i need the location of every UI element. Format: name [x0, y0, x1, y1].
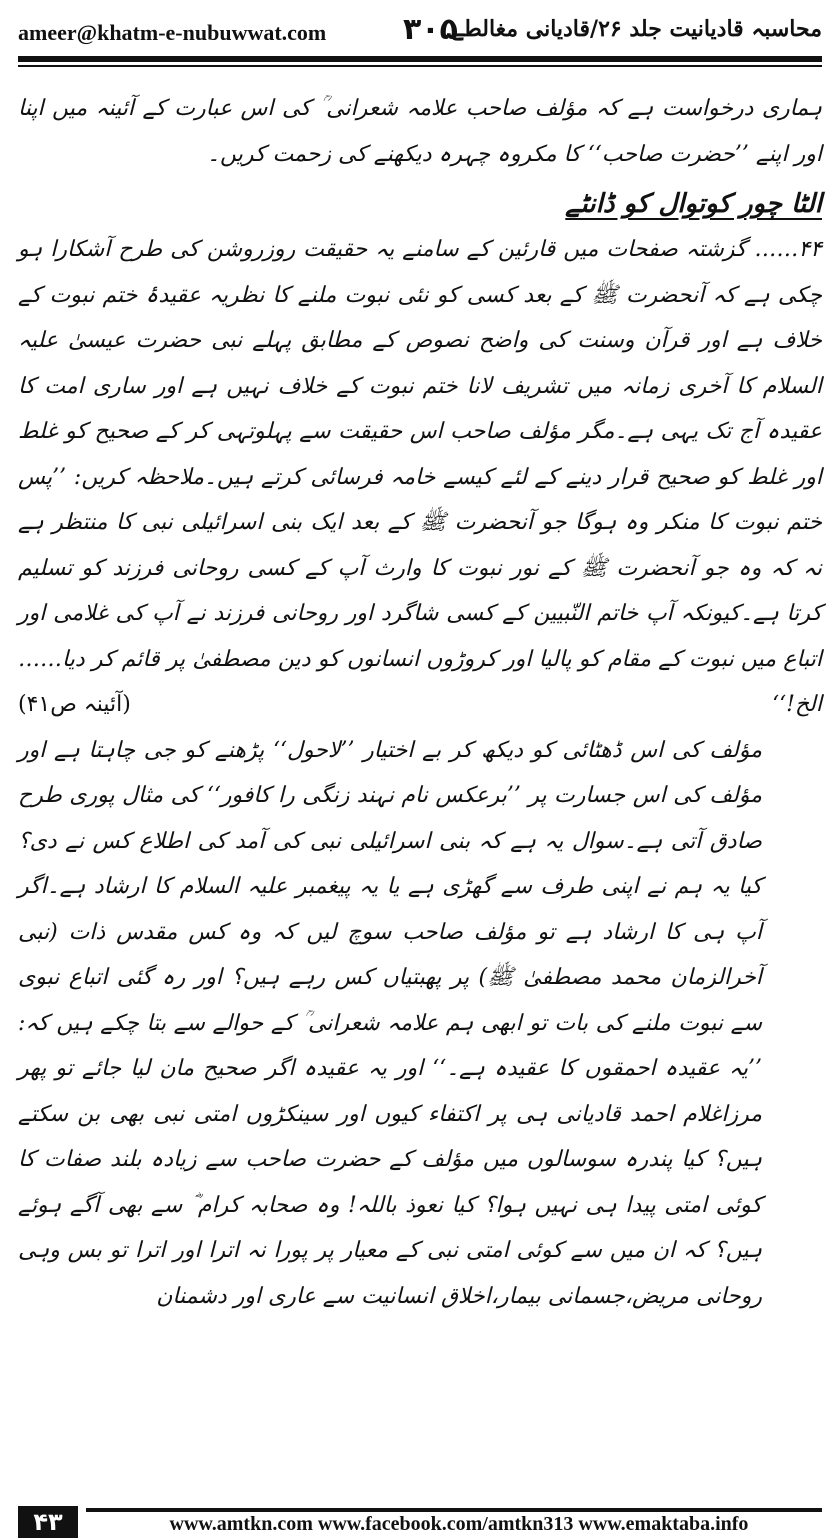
footer-rule — [86, 1508, 822, 1512]
intro-paragraph: ہماری درخواست ہے کہ مؤلف صاحب علامہ شعرانی ؒ کی اس عبارت کے آئینہ میں اپنا اور اپنے ’’حضرت صاحب‘‘ کا مکروہ چہرہ دیکھنے کی زحمت کریں۔ — [18, 96, 822, 167]
page-header — [18, 10, 822, 54]
paragraph-44 — [18, 227, 822, 728]
footer-sheet-number: ۴۳ — [18, 1506, 78, 1538]
header-rule-thick — [18, 56, 822, 62]
paragraph-44-text: ۴۴…… گزشتہ صفحات میں قارئین کے سامنے یہ حقیقت روزروشن کی طرح آشکارا ہو چکی ہے کہ آنحضرت ﷺ کے بعد کسی کو نئی نبوت ملنے کا نظریہ عقیدۂ ختم نبوت کے خلاف ہے اور قرآن وسنت کی واضح نصوص کے مطابق پہلے نبی حضرت عیسیٰ علیہ السلام کا آخری زمانہ میں تشریف لانا ختم نبوت کے خلاف نہیں ہے اور ساری امت کا عقیدہ آج تک یہی ہے۔مگر مؤلف صاحب اس حقیقت سے پہلوتہی کر کے صحیح کو غلط اور غلط کو صحیح قرار دینے کے لئے کیسے خامہ فرسائی کرتے ہیں۔ملاحظہ کریں: ’’پس ختم نبوت کا منکر وہ ہوگا جو آنحضرت ﷺ کے بعد ایک بنی اسرائیلی نبی کا منتظر ہے نہ کہ وہ جو آنحضرت ﷺ کے نور نبوت کا وارث آپ کے کسی روحانی فرزند کو تسلیم کرتا ہے۔کیونکہ آپ خاتم النّبیین کے کسی شاگرد اور روحانی فرزند نے آپ کی غلامی اور اتباع میں نبوت کے مقام کو پالیا اور کروڑوں انسانوں کو دین مصطفیٰ پر قائم کر دیا……الخ!‘‘ — [18, 237, 822, 717]
page-body — [18, 86, 822, 1319]
header-book-title: محاسبہ قادیانیت جلد ۲۶/قادیانی مغالطے — [451, 16, 822, 42]
footer-links: www.amtkn.com www.facebook.com/amtkn313 www.emaktaba.info — [169, 1513, 749, 1535]
header-page-number: ۳۰۵ — [403, 12, 458, 47]
header-email: ameer@khatm-e-nubuwwat.com — [18, 20, 327, 45]
section-heading: الٹا چور کوتوال کو ڈانٹے — [565, 189, 822, 219]
citation-ref: (آئینہ ص۴۱) — [18, 692, 131, 717]
paragraph-response: مؤلف کی اس ڈھٹائی کو دیکھ کر بے اختیار ’’لاحول‘‘ پڑھنے کو جی چاہتا ہے اور مؤلف کی اس جسارت پر ’’برعکس نام نہند زنگی را کافور‘‘ کی مثال پوری طرح صادق آتی ہے۔سوال یہ ہے کہ بنی اسرائیلی نبی کی آمد کی اطلاع کس نے دی؟ کیا یہ ہم نے اپنی طرف سے گھڑی ہے یا یہ پیغمبر علیہ السلام کا ارشاد ہے۔اگر آپ ہی کا ارشاد ہے تو مؤلف صاحب سوچ لیں کہ وہ کس مقدس ذات (نبی آخرالزمان محمد مصطفیٰ ﷺ) پر پھبتیاں کس رہے ہیں؟ اور رہ گئی اتباع نبوی سے نبوت ملنے کی بات تو ابھی ہم علامہ شعرانی ؒ کے حوالے سے بتا چکے ہیں کہ: ’’یہ عقیدہ احمقوں کا عقیدہ ہے۔‘‘ اور یہ عقیدہ اگر صحیح مان لیا جائے تو پھر مرزاغلام احمد قادیانی ہی پر اکتفاء کیوں اور سینکڑوں امتی نبی بھی بن سکتے ہیں؟ کیا پندرہ سوسالوں میں مؤلف کے حضرت صاحب سے زیادہ بلند صفات کا کوئی امتی پیدا ہی نہیں ہوا؟ کیا نعوذ باللہ! وہ صحابہ کرام ؓ سے بھی آگے ہوئے ہیں؟ کہ ان میں سے کوئی امتی نبی کے معیار پر پورا نہ اترا اور اترا تو بس وہی روحانی مریض،جسمانی بیمار،اخلاق انسانیت سے عاری اور دشمنان — [18, 737, 762, 1309]
header-rule-thin — [18, 65, 822, 67]
